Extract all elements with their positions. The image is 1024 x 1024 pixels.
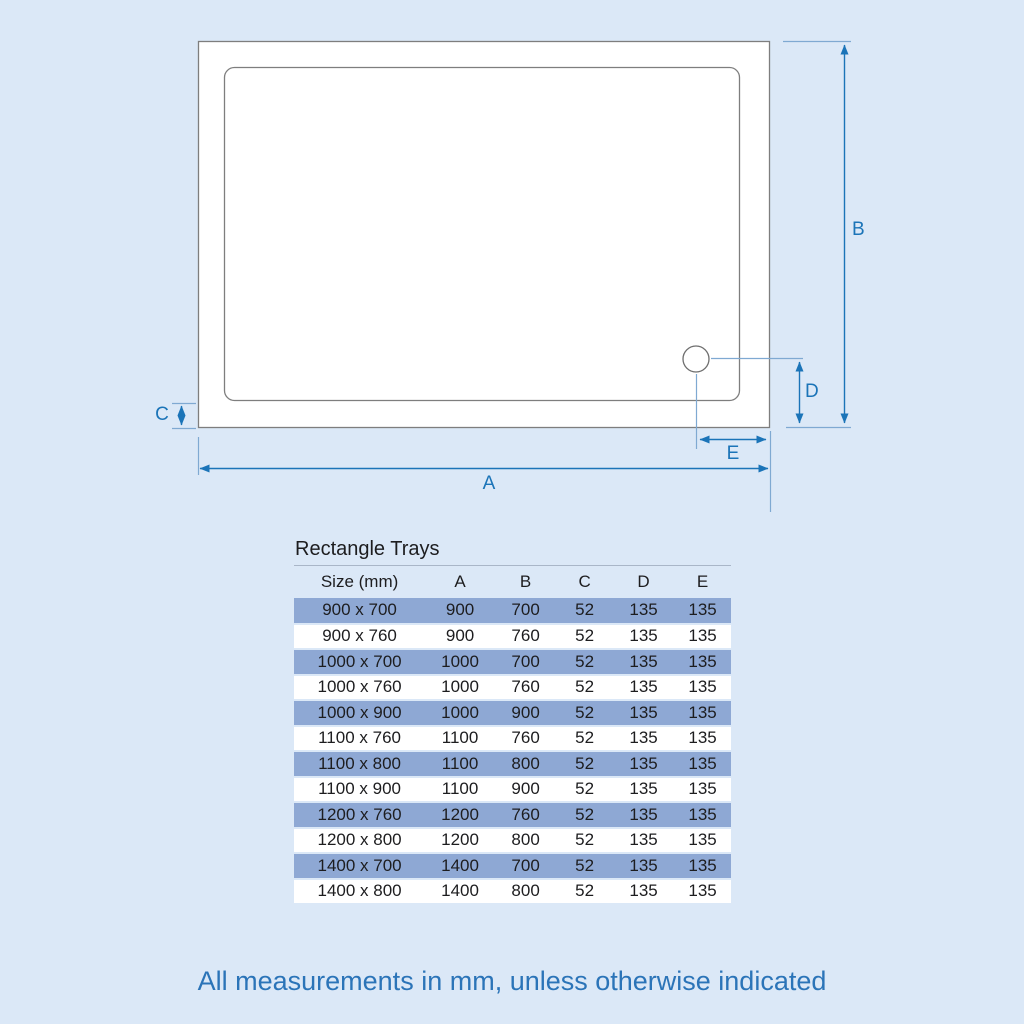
table-cell: 800 bbox=[511, 830, 540, 850]
table-cell: 1400 x 800 bbox=[317, 881, 402, 901]
table-cell: 760 bbox=[511, 626, 540, 646]
table-cell: 52 bbox=[575, 702, 595, 722]
table-cell: 900 x 700 bbox=[322, 600, 397, 620]
table-cell: 760 bbox=[511, 677, 540, 697]
table-cell: 1100 bbox=[441, 728, 479, 748]
table-cell: 1200 bbox=[441, 830, 479, 850]
table-cell: 1200 x 800 bbox=[317, 830, 402, 850]
table-cell: 1400 bbox=[441, 881, 479, 901]
col-header-e: E bbox=[696, 572, 709, 591]
table-cell: 135 bbox=[629, 651, 658, 671]
table-cell: 135 bbox=[629, 830, 658, 850]
dim-label-b: B bbox=[852, 219, 865, 240]
table-cell: 135 bbox=[688, 600, 717, 620]
table-row bbox=[294, 598, 731, 624]
measurements-note: All measurements in mm, unless otherwise indicated bbox=[197, 966, 827, 996]
table-cell: 1400 x 700 bbox=[317, 855, 402, 875]
table-cell: 1200 bbox=[441, 804, 479, 824]
table-cell: 1100 bbox=[441, 779, 479, 799]
table-cell: 52 bbox=[575, 753, 595, 773]
table-cell: 52 bbox=[575, 626, 595, 646]
table-cell: 1100 x 900 bbox=[318, 779, 401, 799]
table-cell: 135 bbox=[629, 677, 658, 697]
table-cell: 135 bbox=[629, 881, 658, 901]
table-cell: 135 bbox=[688, 626, 717, 646]
table-cell: 52 bbox=[575, 779, 595, 799]
table-cell: 700 bbox=[511, 651, 540, 671]
dim-label-a: A bbox=[482, 473, 496, 494]
table-cell: 135 bbox=[629, 600, 658, 620]
table-cell: 800 bbox=[511, 881, 540, 901]
table-cell: 52 bbox=[575, 855, 595, 875]
table-cell: 1000 bbox=[441, 677, 479, 697]
table-cell: 1000 x 900 bbox=[317, 702, 402, 722]
table-row bbox=[294, 828, 731, 854]
table-cell: 52 bbox=[575, 804, 595, 824]
table-cell: 800 bbox=[511, 753, 540, 773]
table-cell: 900 bbox=[511, 702, 540, 722]
table-row bbox=[294, 675, 731, 701]
table-cell: 135 bbox=[629, 753, 658, 773]
table-row bbox=[294, 726, 731, 752]
table-row bbox=[294, 751, 731, 777]
table-cell: 900 bbox=[445, 600, 475, 620]
dim-label-c: C bbox=[155, 404, 169, 425]
table-cell: 135 bbox=[629, 626, 658, 646]
col-header-c: C bbox=[578, 572, 591, 591]
table-cell: 135 bbox=[688, 728, 717, 748]
table-cell: 700 bbox=[511, 855, 540, 875]
table-cell: 135 bbox=[688, 804, 717, 824]
table-cell: 135 bbox=[688, 779, 717, 799]
table-cell: 1400 bbox=[441, 855, 479, 875]
drain-hole bbox=[683, 346, 709, 372]
col-header-size: Size (mm) bbox=[320, 572, 399, 591]
table-cell: 1200 x 760 bbox=[317, 804, 402, 824]
table-cell: 1100 x 760 bbox=[318, 728, 401, 748]
table-cell: 135 bbox=[629, 779, 658, 799]
table-cell: 1000 x 700 bbox=[317, 651, 402, 671]
table-row bbox=[294, 802, 731, 828]
dim-label-e: E bbox=[726, 443, 740, 464]
table-cell: 900 bbox=[445, 626, 475, 646]
table-row bbox=[294, 853, 731, 879]
table-header-row bbox=[294, 566, 731, 598]
table-row bbox=[294, 777, 731, 803]
table-cell: 135 bbox=[688, 677, 717, 697]
table-cell: 135 bbox=[629, 728, 658, 748]
table-cell: 135 bbox=[629, 855, 658, 875]
size-table-body bbox=[294, 598, 731, 904]
table-cell: 135 bbox=[688, 753, 717, 773]
table-cell: 1000 x 760 bbox=[317, 677, 402, 697]
table-cell: 52 bbox=[575, 600, 595, 620]
table-cell: 52 bbox=[575, 651, 595, 671]
table-row bbox=[294, 649, 731, 675]
table-cell: 1000 bbox=[441, 651, 479, 671]
table-cell: 1000 bbox=[441, 702, 479, 722]
table-cell: 52 bbox=[575, 728, 595, 748]
dim-label-d: D bbox=[805, 381, 819, 402]
col-header-a: A bbox=[454, 572, 466, 591]
table-cell: 135 bbox=[629, 702, 658, 722]
size-table bbox=[294, 566, 731, 905]
table-cell: 900 x 760 bbox=[322, 626, 397, 646]
table-cell: 700 bbox=[511, 600, 540, 620]
table-cell: 760 bbox=[511, 728, 540, 748]
col-header-d: D bbox=[637, 572, 650, 591]
table-cell: 135 bbox=[688, 830, 717, 850]
size-table-section bbox=[294, 537, 731, 905]
tray-inner-basin bbox=[225, 68, 740, 401]
table-cell: 135 bbox=[688, 855, 717, 875]
table-cell: 52 bbox=[575, 677, 595, 697]
table-row bbox=[294, 879, 731, 905]
table-cell: 135 bbox=[688, 651, 717, 671]
table-cell: 900 bbox=[511, 779, 540, 799]
table-row bbox=[294, 700, 731, 726]
table-cell: 52 bbox=[575, 830, 595, 850]
table-cell: 135 bbox=[688, 702, 717, 722]
table-cell: 760 bbox=[511, 804, 540, 824]
table-row bbox=[294, 624, 731, 650]
table-cell: 1100 bbox=[441, 753, 479, 773]
table-cell: 135 bbox=[629, 804, 658, 824]
table-title: Rectangle Trays bbox=[294, 537, 731, 566]
table-cell: 52 bbox=[575, 881, 595, 901]
col-header-b: B bbox=[519, 572, 532, 591]
table-cell: 1100 x 800 bbox=[318, 753, 401, 773]
table-cell: 135 bbox=[688, 881, 717, 901]
